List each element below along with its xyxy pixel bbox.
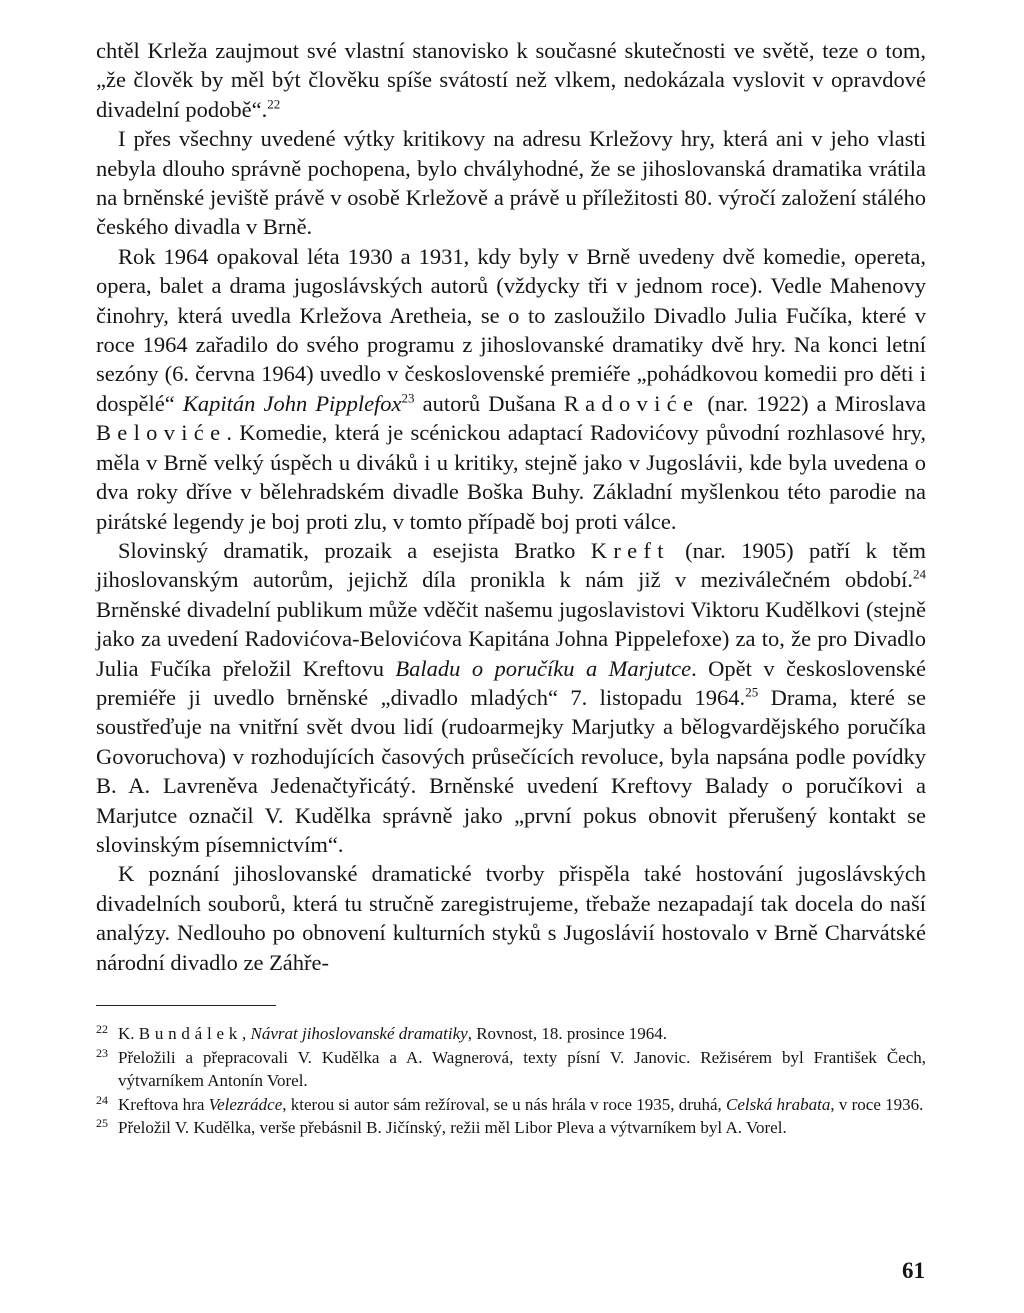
paragraph bbox=[96, 859, 926, 977]
text-segment: K. bbox=[118, 1024, 139, 1043]
text-segment: Přeložil V. Kudělka, verše přebásnil B. Jičínský, režii měl Libor Pleva a výtvarníkem byl A. Vorel. bbox=[118, 1118, 787, 1137]
spaced-name: Bundálek bbox=[138, 1024, 243, 1043]
text-segment: . Komedie, která je scénickou adaptací Radovićovy původní rozhlasové hry, měla v Brně velký úspěch u diváků i u kritiky, stejně jako v Jugoslávii, kde byla uvedena o dva roky dříve v bělehradském divadle Boška Buhy. Základní myšlenkou této parodie na pirátské legendy je boj proti zlu, v tomto případě boj proti válce. bbox=[96, 420, 926, 534]
text-segment: Kreftova hra bbox=[118, 1094, 209, 1114]
text-segment: . Opět v československé premiéře ji uvedlo brněnské „divadlo mladých“ 7. listopadu 1964. bbox=[96, 655, 927, 710]
text-segment: , bbox=[242, 1024, 251, 1043]
paragraph bbox=[96, 124, 926, 242]
italic-title: Kapitán John Pipplefox bbox=[182, 390, 402, 416]
text-segment: Přeložili a přepracovali V. Kudělka a A. Wagnerová, texty písní V. Janovic. Režisérem byl František Čech, výtvarníkem Antonín Vorel. bbox=[118, 1047, 926, 1090]
text-segment: (nar. 1905) patří k těm jihoslovanským autorům, jejichž díla pronikla k nám již v meziválečném období. bbox=[96, 537, 926, 593]
text-segment: Rok 1964 opakoval léta 1930 a 1931, kdy byly v Brně uvedeny dvě komedie, opereta, opera, balet a drama jugoslávských autorů (vždycky tři v jednom roce). Vedle Mahenovy činohry, která uvedla Krležova Aretheia, se o to zasloužilo Divadlo Julia Fučíka, které v roce 1964 zařadilo do svého programu z jihoslovanské dramatiky dvě hry. Na konci letní sezóny (6. června 1964) uvedlo v československé premiéře „pohádkovou komedii pro děti i dospělé“ bbox=[96, 243, 926, 416]
spaced-name: Kreft bbox=[590, 537, 670, 563]
text-segment: K poznání jihoslovanské dramatické tvorby přispěla také hostování jugoslávských divadelních souborů, která tu stručně zaregistrujeme, třebaže nezapadají tak docela do naší analýzy. Nedlouho po obnovení kulturních styků s Jugoslávií hostovalo v Brně Charvátské národní divadlo ze Záhře- bbox=[96, 861, 926, 975]
text-segment: I přes všechny uvedené výtky kritikovy na adresu Krležovy hry, která ani v jeho vlasti nebyla dlouho správně pochopena, bylo chvályhodné, že se jihoslovanská dramatika vrátila na brněnské jeviště právě v osobě Krležově a právě u příležitosti 80. výročí založení stálého českého divadla v Brně. bbox=[96, 126, 926, 240]
text-segment: , v roce 1936. bbox=[830, 1094, 924, 1114]
italic-title: Celská hrabata bbox=[726, 1094, 831, 1114]
spaced-name: Radoviće bbox=[563, 390, 700, 416]
paragraph bbox=[96, 36, 926, 124]
paragraph bbox=[96, 242, 926, 536]
page-number: 61 bbox=[902, 1258, 925, 1283]
spaced-name: Beloviće bbox=[96, 420, 227, 446]
text-segment: autorů Dušana bbox=[414, 390, 564, 416]
footnote-ref: 25 bbox=[745, 684, 759, 700]
text-segment: chtěl Krleža zaujmout své vlastní stanovisko k současné skutečnosti ve světě, teze o tom, „že člověk by měl být člověku spíše svátostí než vlkem, nedokázala vyslovit v opravdové divadelní podobě“. bbox=[96, 38, 926, 122]
footnote-number: 25 bbox=[96, 1116, 108, 1130]
text-segment: (nar. 1922) a Miroslava bbox=[699, 390, 927, 416]
footnote bbox=[96, 1093, 926, 1117]
footnote bbox=[96, 1022, 926, 1046]
footnotes bbox=[96, 1022, 926, 1140]
text-segment: , Rovnost, 18. prosince 1964. bbox=[467, 1024, 667, 1043]
paragraph bbox=[96, 536, 926, 859]
text-segment: Slovinský dramatik, prozaik a esejista Bratko bbox=[118, 537, 591, 563]
footnote-ref: 24 bbox=[913, 566, 926, 582]
main-text bbox=[96, 36, 926, 977]
italic-title: Baladu o poručíku a Marjutce bbox=[395, 655, 692, 681]
footnote bbox=[96, 1046, 926, 1093]
footnote-divider bbox=[96, 1005, 276, 1006]
page bbox=[96, 36, 926, 1140]
footnote-ref: 23 bbox=[401, 390, 415, 406]
footnote-number: 22 bbox=[96, 1022, 108, 1036]
footnote-number: 23 bbox=[96, 1045, 108, 1060]
text-segment: , kterou si autor sám režíroval, se u nás hrála v roce 1935, druhá, bbox=[282, 1094, 727, 1114]
footnote-number: 24 bbox=[96, 1092, 108, 1107]
italic-title: Návrat jihoslovanské dramatiky bbox=[250, 1024, 468, 1043]
footnote-ref: 22 bbox=[267, 96, 281, 112]
text-segment: Drama, které se soustřeďuje na vnitřní svět dvou lidí (rudoarmejky Marjutky a bělogvardějského poručíka Govoruchova) v rozhodujících časových průsečících revoluce, byla napsána podle povídky B. A. Lavreněva Jedenačtyřicátý. Brněnské uvedení Kreftovy Balady o poručíkovi a Marjutce označil V. Kudělka správně jako „první pokus obnovit přerušený kontakt se slovinským písemnictvím“. bbox=[96, 684, 926, 857]
text-segment: Brněnské divadelní publikum může vděčit našemu jugoslavistovi Viktoru Kudělkovi (stejně jako za uvedení Radovićova-Belovićova Kapitána Johna Pippelefoxe) za to, že pro Divadlo Julia Fučíka přeložil Kreftovu bbox=[96, 596, 926, 681]
italic-title: Velezrádce bbox=[208, 1094, 283, 1114]
footnote bbox=[96, 1116, 926, 1140]
